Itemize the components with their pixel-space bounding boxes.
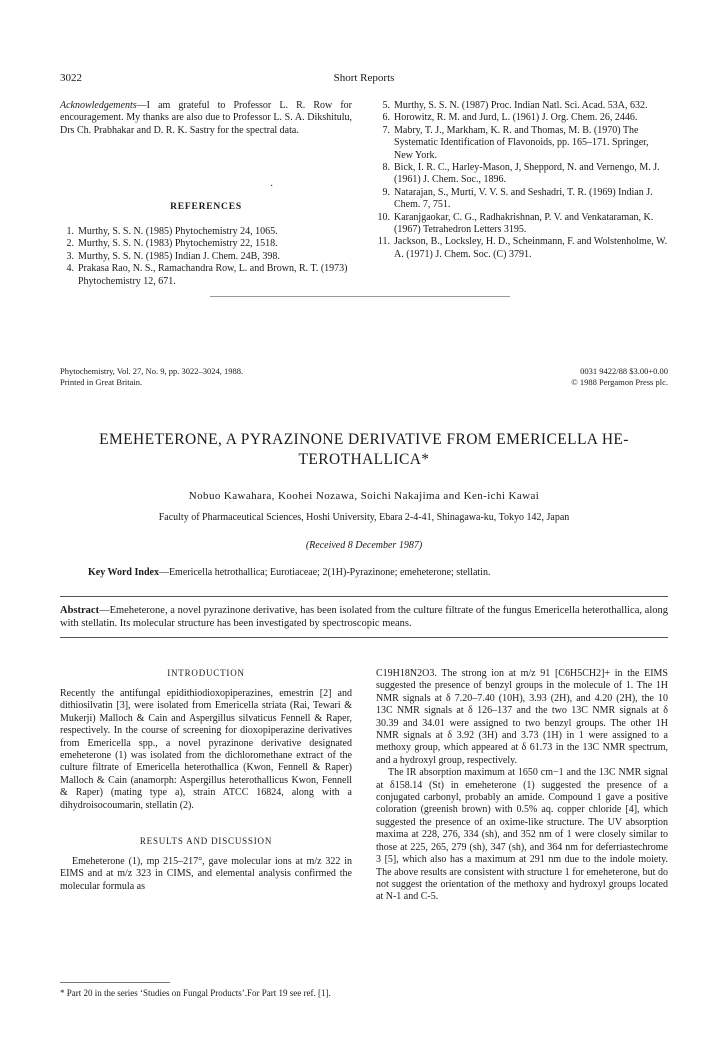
reference-item: 2. Murthy, S. S. N. (1983) Phytochemistry 22, 1518. (66, 238, 278, 250)
references-heading: REFERENCES (170, 202, 242, 212)
abstract-rule-top (60, 596, 668, 597)
article-title-line1: EMEHETERONE, A PYRAZINONE DERIVATIVE FROM EMERICELLA HE- (99, 431, 629, 448)
reference-item: 5. Murthy, S. S. N. (1987) Proc. Indian Natl. Sci. Acad. 53A, 632. (382, 100, 648, 111)
separator-dot: · (270, 181, 274, 192)
results-text: Emeheterone (1), mp 215–217°, gave molecular ions at m/z 322 in EIMS and at m/z 323 in CIMS, and elemental analysis confirmed the molecular formula as (60, 856, 352, 892)
reference-item: 3. Murthy, S. S. N. (1985) Indian J. Chem. 24B, 398. (66, 250, 280, 262)
footnote-rule (60, 982, 170, 983)
introduction-text: Recently the antifungal epidithiodioxopiperazines, emestrin [2] and dithiosilvatin [3], were isolated from Emericella striata (Rai, Tewari & Mukerji) Malloch & Cain and Aspergillus silvaticus Fennell & Raper, respectively. In the course of screening for dioxopiperazine derivatives from Emericella spp., a novel pyrazinone derivative designated emeheterone (1) was isolated from the dichloromethane extract of the culture filtrate of Emericella heterothallica (Kwon, Fennell & Raper) Malloch & Cain (anamorph: Aspergillus heterothallicus Kwon, Fennell & Raper) (mating type a), strain ATCC 16824, along with a dihydroisocoumarin, stellatin (2). (60, 688, 352, 811)
introduction-heading: INTRODUCTION (167, 668, 245, 678)
article-title-line2: TEROTHALLICA* (298, 451, 430, 468)
acknowledgements (60, 100, 352, 137)
received-date: (Received 8 December 1987) (305, 540, 423, 551)
journal-price: 0031 9422/88 $3.00+0.00 (580, 366, 668, 376)
abstract (60, 604, 668, 630)
journal-printed: Printed in Great Britain. (60, 376, 143, 387)
references-list-right (376, 100, 668, 261)
abstract-text: —Emeheterone, a novel pyrazinone derivative, has been isolated from the culture filtrate of the fungus Emericella heterothallica, along with stellatin. Its molecular structure has been investigated by spectroscopic means. (60, 605, 668, 629)
keyword-index (88, 567, 668, 578)
abstract-label: Abstract (60, 605, 100, 616)
acknowledgements-text: —I am grateful to Professor L. R. Row for encouragement. My thanks are also due to Professor L. S. A. Dikshitulu, Drs Ch. Prabhakar and D. R. K. Sastry for the spectral data. (60, 100, 352, 136)
reference-item: 7. Mabry, T. J., Markham, K. R. and Thomas, M. B. (1970) The Systematic Identification of Flavonoids, pp. 165–171. Springer, New York. (382, 124, 649, 161)
paragraph-ir-uv: The IR absorption maximum at 1650 cm−1 and the 13C NMR signal at δ158.14 (St) in emeheterone (1) suggested the presence of a conjugated carbonyl, probably an amide. Compound 1 gave a positive coloration (greenish brown) with 0.5% aq. copper chloride [4], which suggested the presence of an oxime-like structure. The UV absorption maxima at 228, 276, 334 (sh), and 352 nm of 1 were closely similar to those at 225, 265, 279 (sh), 347 (sh), and 364 nm for deferriastechrome 3 [5], which also has a maximum at 291 nm due to the indole moiety. The above results are consistent with structure 1 for emeheterone, but do not suggest the orientation of the methoxy and hydroxyl groups located at N-1 and C-5. (376, 767, 668, 903)
article-affiliation: Faculty of Pharmaceutical Sciences, Hoshi University, Ebara 2-4-41, Shinagawa-ku, Tokyo 142, Japan (158, 512, 570, 523)
acknowledgements-lead: Acknowledgements (60, 100, 137, 111)
reference-item: 8. Bick, I. R. C., Harley-Mason, J, Sheppord, N. and Vernengo, M. J. (1961) J. Chem. Soc., 1896. (382, 162, 660, 186)
keyword-list: —Emericella hetrothallica; Eurotiaceae; 2(1H)-Pyrazinone; emeheterone; stellatin. (158, 567, 491, 578)
article-authors: Nobuo Kawahara, Koohei Nozawa, Soichi Nakajima and Ken-ichi Kawai (188, 490, 540, 502)
reference-item: 9. Natarajan, S., Murti, V. V. S. and Seshadri, T. R. (1969) Indian J. Chem. 7, 751. (382, 186, 653, 211)
journal-publisher: © 1988 Pergamon Press plc. (571, 376, 668, 387)
reference-item: 4. Prakasa Rao, N. S., Ramachandra Row, L. and Brown, R. T. (1973) Phytochemistry 12, 671. (66, 263, 348, 287)
article-title (60, 430, 668, 470)
section-divider (210, 296, 510, 297)
reference-item: 1. Murthy, S. S. N. (1985) Phytochemistry 24, 1065. (66, 226, 278, 237)
results-text-continued (376, 668, 668, 904)
references-list-left (60, 226, 352, 288)
paragraph-spectra: C19H18N2O3. The strong ion at m/z 91 [C6H5CH2]+ in the EIMS suggested the presence of benzyl groups in the molecule of 1. The 1H NMR signals at δ 7.20–7.40 (10H), 3.93 (2H), and 4.20 (2H), the 10 13C NMR signals at δ 126–137 and the two 13C NMR signals at δ 30.39 and 34.01 were assigned to two benzyl groups. The other 1H NMR signals at δ 3.92 (3H) and 3.73 (1H) in 1 were assigned to a methoxy group, which appeared at δ 61.73 in the 13C NMR spectrum, and a hydroxyl group, respectively. (376, 668, 668, 766)
footnote: * Part 20 in the series ‘Studies on Fungal Products’.For Part 19 see ref. [1]. (60, 988, 331, 998)
reference-item: 10. Karanjgaokar, C. G., Radhakrishnan, P. V. and Venkataraman, K. (1967) Tetrahedron Letters 3195. (377, 211, 654, 236)
section-name: Short Reports (333, 72, 395, 84)
abstract-rule-bottom (60, 637, 668, 638)
page-number: 3022 (60, 72, 82, 84)
reference-item: 6. Horowitz, R. M. and Jurd, L. (1961) J. Org. Chem. 26, 2446. (382, 112, 638, 124)
reference-item: 11. Jackson, B., Locksley, H. D., Scheinmann, F. and Wolstenholme, W. A. (1971) J. Chem. Soc. (C) 3791. (377, 236, 668, 260)
journal-citation: Phytochemistry, Vol. 27, No. 9, pp. 3022–3024, 1988. (60, 366, 244, 376)
keyword-label: Key Word Index (88, 567, 159, 578)
results-heading: RESULTS AND DISCUSSION (139, 836, 273, 846)
